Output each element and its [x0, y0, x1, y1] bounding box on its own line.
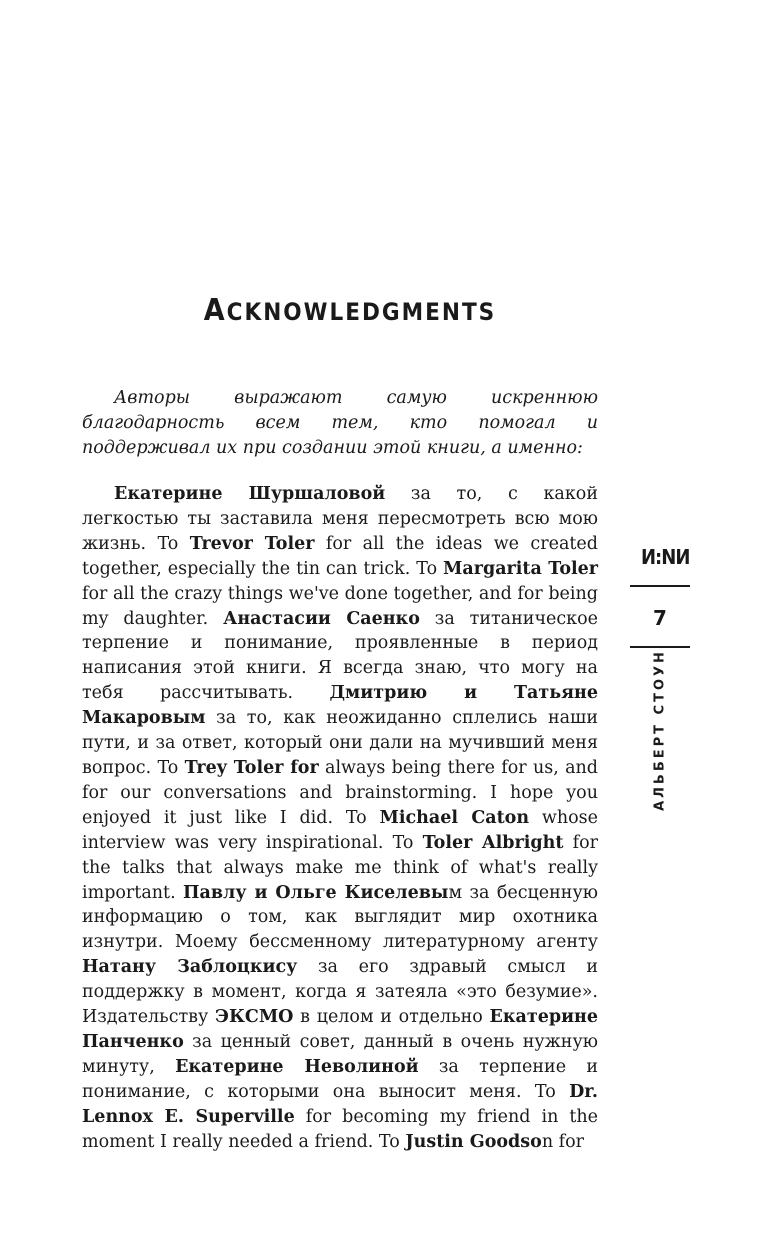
bold-name: Trevor Toler: [189, 533, 315, 554]
page-title: [0, 293, 700, 328]
text-run: за то, как неожиданно сплелись наши пути, и за ответ, который они дали на мучивший меня вопрос. To: [82, 708, 598, 778]
text-run: whose interview was very inspirational. To: [82, 807, 599, 853]
text-run: for becoming my friend in the moment I really needed a friend. To: [82, 1106, 599, 1152]
text-run: for all the ideas we created together, especially the tin can trick. To: [82, 533, 598, 579]
text-run: for the talks that always make me think of what's really important.: [82, 832, 599, 903]
text-run: в целом и отдельно: [293, 1007, 490, 1028]
bold-name: Margarita Toler: [443, 558, 598, 579]
bold-name: Dr. Lennox E. Superville: [82, 1081, 598, 1127]
bold-name: Michael Caton: [379, 807, 530, 828]
acknowledgments-body: [82, 482, 598, 1154]
title-initial: A: [203, 293, 227, 328]
text-run: за титаническое терпение и понимание, проявленные в период написания этой книги. Я всегда знаю, что могу на тебя рассчитывать.: [82, 608, 598, 704]
bold-name: Павлу и Ольге Киселевы: [183, 882, 449, 903]
bold-name: ЭКСМО: [215, 1007, 294, 1028]
bold-name: Дмитрию и Татьяне Макаровым: [82, 683, 598, 729]
text-run: for all the crazy things we've done together, and for being my daughter.: [82, 583, 598, 629]
bold-name: Анастасии Саенко: [223, 608, 420, 629]
bold-name: Justin Goodso: [405, 1131, 542, 1152]
page-number: 7: [653, 606, 667, 630]
text-run: за его здравый смысл и поддержку в момент, когда я затеяла «это безумие». Издательству: [82, 957, 598, 1028]
text-run: n for: [541, 1131, 585, 1152]
bold-name: Натану Заблоцкису: [82, 957, 298, 978]
sidebar-divider-bottom: [630, 646, 690, 648]
intro-paragraph: Авторы выражают самую искреннюю благодарность всем тем, кто помогал и поддерживал их при создании этой книги, а именно:: [82, 388, 598, 458]
text-run: за ценный совет, данный в очень нужную минуту,: [82, 1031, 598, 1077]
text-run: за то, с какой легкостью ты заставила меня пересмотреть всю мою жизнь. To: [82, 484, 598, 554]
bold-name: Екатерине Шуршаловой: [114, 484, 386, 504]
text-run: always being there for us, and for our conversations and brainstorming. I hope you enjoyed it just like I did. To: [82, 757, 599, 828]
publisher-logo: И:NИ: [641, 545, 690, 569]
text-run: м за бесценную информацию о том, как выглядит мир охотника изнутри. Моему бессменному литературному агенту: [82, 882, 598, 953]
sidebar-divider-top: [630, 585, 690, 587]
bold-name: Toler Albright: [422, 832, 564, 853]
text-run: за терпение и понимание, с которыми она выносит меня. To: [82, 1056, 599, 1102]
title-smallcaps: CKNOWLEDGMENTS: [226, 298, 497, 326]
bold-name: Екатерине Панченко: [82, 1007, 598, 1052]
author-name-vertical: АЛЬБЕРТ СТОУН: [652, 649, 668, 811]
bold-name: Trey Toler for: [184, 757, 319, 778]
bold-name: Екатерине Неволиной: [175, 1056, 419, 1077]
